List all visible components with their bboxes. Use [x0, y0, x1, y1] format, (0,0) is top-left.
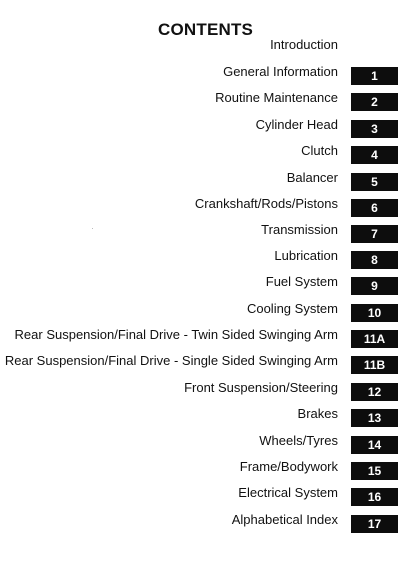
scan-speck — [92, 228, 93, 229]
toc-entry-label: Cylinder Head — [255, 117, 338, 132]
toc-entry-label: Routine Maintenance — [215, 90, 338, 105]
toc-entry[interactable] — [0, 301, 416, 325]
section-tab: 14 — [351, 436, 398, 454]
toc-entry-label: Balancer — [286, 170, 338, 185]
toc-entry-label: Frame/Bodywork — [239, 459, 338, 474]
toc-entry-label: General Information — [223, 64, 338, 79]
toc-entry[interactable] — [0, 64, 416, 88]
toc-entry[interactable] — [0, 380, 416, 404]
section-tab: 4 — [351, 146, 398, 164]
section-tab: 5 — [351, 173, 398, 191]
section-tab: 10 — [351, 304, 398, 322]
toc-entry[interactable] — [0, 327, 416, 351]
toc-entry-label: Alphabetical Index — [231, 512, 338, 527]
section-tab: 8 — [351, 251, 398, 269]
section-tab: 15 — [351, 462, 398, 480]
toc-entry[interactable] — [0, 170, 416, 194]
section-tab: 16 — [351, 488, 398, 506]
section-tab: 11B — [351, 356, 398, 374]
toc-entry[interactable] — [0, 196, 416, 220]
section-tab: 3 — [351, 120, 398, 138]
toc-entry-label: Rear Suspension/Final Drive - Single Sided Swinging Arm — [4, 353, 338, 368]
toc-entry-label: Electrical System — [238, 485, 338, 500]
toc-entry[interactable] — [0, 222, 416, 246]
toc-entry[interactable] — [0, 406, 416, 430]
toc-entry-label: Crankshaft/Rods/Pistons — [194, 196, 338, 211]
toc-entry[interactable] — [0, 485, 416, 509]
toc-entry-label: Rear Suspension/Final Drive - Twin Sided Swinging Arm — [14, 327, 338, 342]
toc-entry-label: Brakes — [297, 406, 338, 421]
toc-entry[interactable] — [0, 117, 416, 141]
section-tab: 17 — [351, 515, 398, 533]
intro-entry[interactable]: Introduction — [270, 37, 338, 52]
toc-entry[interactable] — [0, 459, 416, 483]
section-tab: 12 — [351, 383, 398, 401]
toc-entry[interactable] — [0, 353, 416, 377]
toc-entry-label: Wheels/Tyres — [259, 433, 338, 448]
toc-entry[interactable] — [0, 248, 416, 272]
section-tab: 2 — [351, 93, 398, 111]
toc-entry[interactable] — [0, 90, 416, 114]
page-title: CONTENTS — [158, 20, 254, 39]
section-tab: 11A — [351, 330, 398, 348]
toc-entry[interactable] — [0, 433, 416, 457]
toc-entry-label: Front Suspension/Steering — [184, 380, 338, 395]
toc-entry-label: Transmission — [261, 222, 338, 237]
toc-entry[interactable] — [0, 512, 416, 536]
section-tab: 1 — [351, 67, 398, 85]
section-tab: 13 — [351, 409, 398, 427]
toc-entry-label: Clutch — [301, 143, 338, 158]
section-tab: 9 — [351, 277, 398, 295]
toc-entry[interactable] — [0, 143, 416, 167]
toc-entry-label: Fuel System — [265, 274, 338, 289]
toc-entry-label: Cooling System — [246, 301, 338, 316]
toc-entry-label: Lubrication — [274, 248, 338, 263]
section-tab: 6 — [351, 199, 398, 217]
toc-entry[interactable] — [0, 274, 416, 298]
section-tab: 7 — [351, 225, 398, 243]
